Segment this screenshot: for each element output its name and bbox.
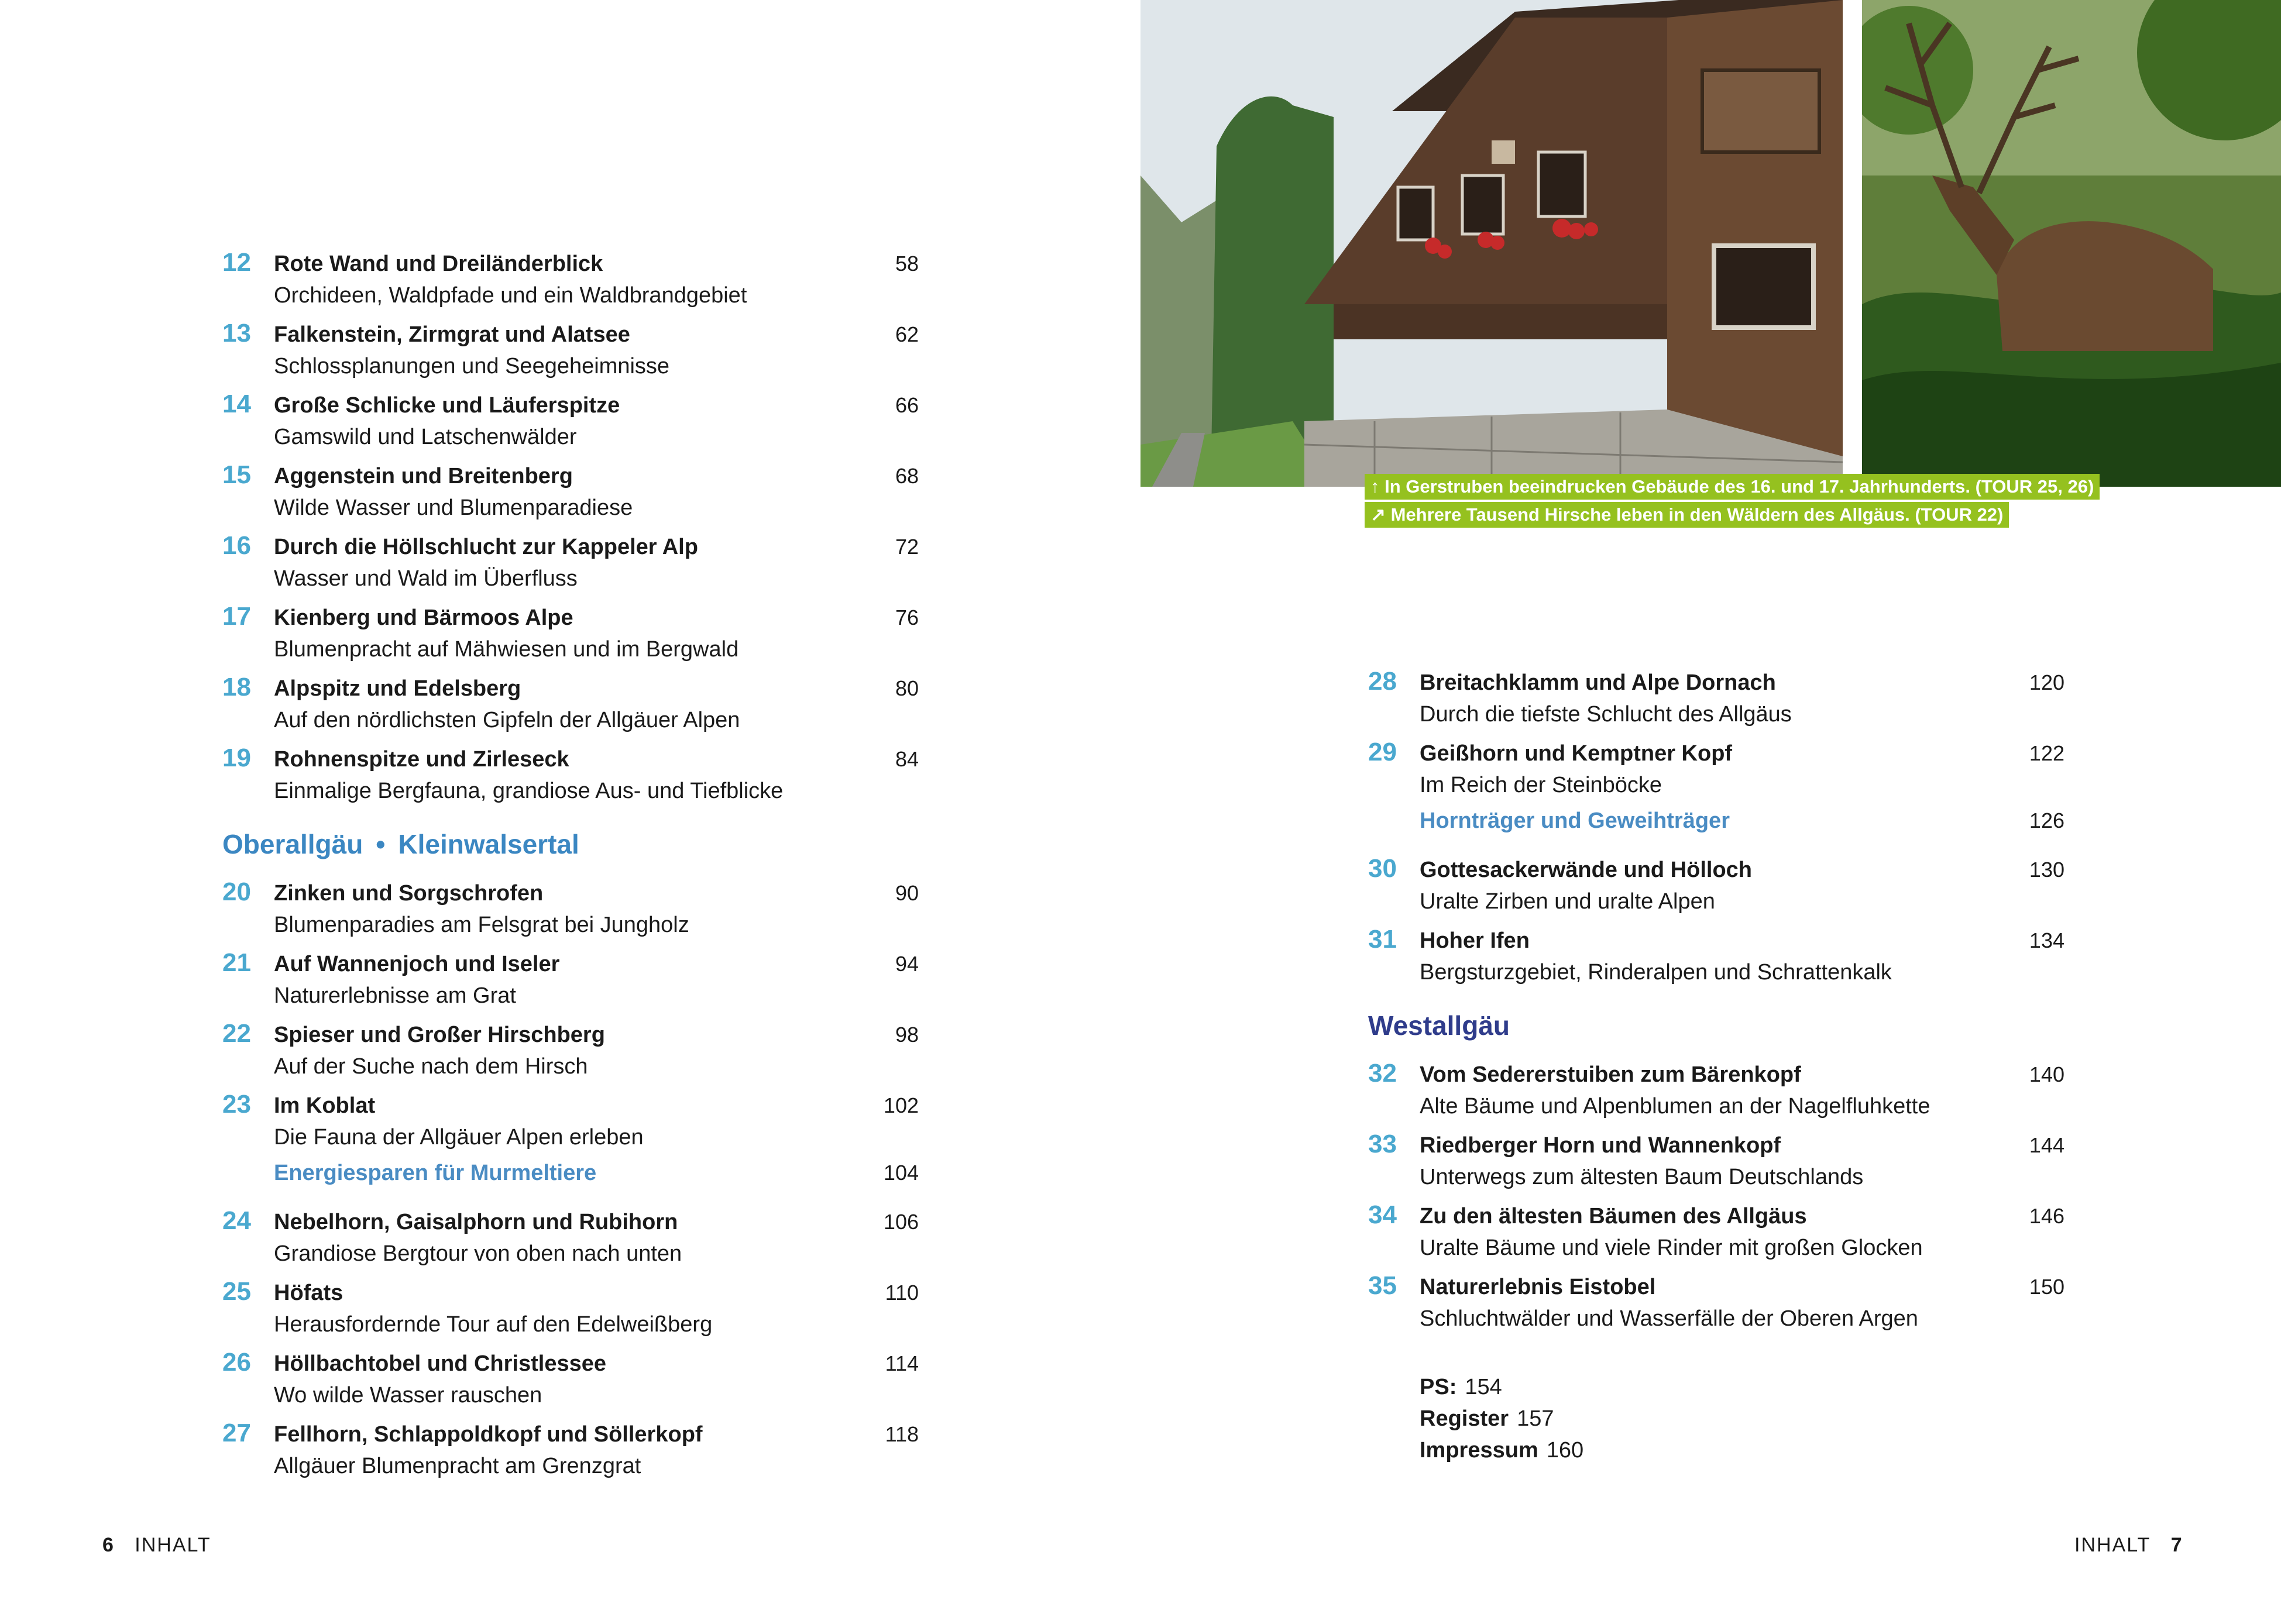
back-matter-label: Register xyxy=(1420,1406,1509,1431)
toc-entry-page: 66 xyxy=(895,393,919,417)
folio-label: INHALT xyxy=(2074,1534,2151,1556)
toc-entry-page: 120 xyxy=(2029,670,2064,694)
toc-entry[interactable] xyxy=(222,875,919,946)
toc-special-page: 104 xyxy=(883,1161,919,1185)
toc-entry-title: Im Koblat xyxy=(274,1093,376,1118)
toc-entry[interactable] xyxy=(222,1088,919,1158)
toc-entry-title: Durch die Höllschlucht zur Kappeler Alp xyxy=(274,535,698,559)
back-matter-page: 154 xyxy=(1465,1375,1502,1399)
toc-entry-page: 94 xyxy=(895,952,919,976)
photo-caption-gerstruben: ↑ In Gerstruben beeindrucken Gebäude des 16. und 17. Jahrhunderts. (TOUR 25, 26) xyxy=(1365,474,2100,500)
toc-entry-subtitle: Auf der Suche nach dem Hirsch xyxy=(274,1054,588,1079)
back-matter-item[interactable] xyxy=(1420,1406,2064,1438)
toc-entry-title: Höllbachtobel und Christlessee xyxy=(274,1351,606,1376)
toc-entry-subtitle: Einmalige Bergfauna, grandiose Aus- und Tiefblicke xyxy=(274,779,784,803)
toc-special-page: 126 xyxy=(2029,808,2064,832)
photo-red-deer-forest xyxy=(1862,0,2281,487)
toc-left xyxy=(222,246,919,1487)
toc-special-title: Hornträger und Geweihträger xyxy=(1420,808,1730,833)
toc-special-title: Energiesparen für Murmeltiere xyxy=(274,1161,597,1185)
toc-group xyxy=(1368,852,2064,993)
toc-entry-number: 35 xyxy=(1368,1271,1397,1300)
toc-entry-number: 26 xyxy=(222,1348,251,1377)
toc-group xyxy=(222,875,919,1158)
toc-entry-number: 17 xyxy=(222,602,251,631)
toc-entry-title: Breitachklamm und Alpe Dornach xyxy=(1420,670,1776,695)
toc-special-entry[interactable] xyxy=(1368,806,2064,852)
toc-entry-page: 130 xyxy=(2029,858,2064,882)
toc-entry[interactable] xyxy=(222,387,919,458)
toc-entry[interactable] xyxy=(222,1346,919,1416)
toc-entry-page: 106 xyxy=(883,1210,919,1234)
toc-entry-title: Rohnenspitze und Zirleseck xyxy=(274,747,569,772)
section-heading-oberallgaeu xyxy=(222,812,919,875)
toc-entry-subtitle: Wo wilde Wasser rauschen xyxy=(274,1383,542,1408)
toc-entry-title: Fellhorn, Schlappoldkopf und Söllerkopf xyxy=(274,1422,703,1447)
toc-entry[interactable] xyxy=(222,600,919,670)
back-matter-item[interactable] xyxy=(1420,1375,2064,1406)
toc-entry-page: 98 xyxy=(895,1023,919,1047)
photo-caption-hirsche: ↗ Mehrere Tausend Hirsche leben in den Wäldern des Allgäus. (TOUR 22) xyxy=(1365,502,2009,528)
folio xyxy=(2074,1534,2183,1557)
toc-entry-subtitle: Uralte Bäume und viele Rinder mit großen Glocken xyxy=(1420,1236,1923,1260)
toc-entry-subtitle: Alte Bäume und Alpenblumen an der Nagelfluhkette xyxy=(1420,1094,1930,1119)
toc-group xyxy=(222,1204,919,1487)
folio xyxy=(102,1534,211,1557)
toc-entry-subtitle: Gamswild und Latschenwälder xyxy=(274,425,577,449)
toc-entry[interactable] xyxy=(1368,735,2064,806)
toc-entry-page: 72 xyxy=(895,535,919,559)
toc-entry[interactable] xyxy=(1368,1127,2064,1198)
toc-entry-title: Alpspitz und Edelsberg xyxy=(274,676,521,701)
toc-entry-subtitle: Bergsturzgebiet, Rinderalpen und Schrattenkalk xyxy=(1420,960,1892,985)
toc-entry-page: 144 xyxy=(2029,1133,2064,1157)
toc-entry-subtitle: Orchideen, Waldpfade und ein Waldbrandgebiet xyxy=(274,283,747,308)
toc-entry-number: 29 xyxy=(1368,738,1397,766)
toc-entry-subtitle: Die Fauna der Allgäuer Alpen erleben xyxy=(274,1125,644,1150)
toc-group xyxy=(1368,1057,2064,1340)
toc-entry[interactable] xyxy=(1368,665,2064,735)
toc-entry[interactable] xyxy=(1368,1269,2064,1340)
toc-entry-subtitle: Blumenparadies am Felsgrat bei Jungholz xyxy=(274,913,689,937)
toc-entry-number: 32 xyxy=(1368,1059,1397,1088)
photo-gerstruben-house xyxy=(1140,0,1843,487)
section-heading-westallgaeu: Westallgäu xyxy=(1368,1010,1510,1041)
left-page xyxy=(0,0,1140,1624)
toc-entry[interactable] xyxy=(222,458,919,529)
toc-entry[interactable] xyxy=(1368,1198,2064,1269)
toc-group xyxy=(1368,665,2064,806)
toc-entry-page: 68 xyxy=(895,464,919,488)
toc-entry[interactable] xyxy=(222,1416,919,1487)
section-heading-part: Oberallgäu xyxy=(222,829,363,859)
toc-entry[interactable] xyxy=(222,1275,919,1346)
toc-entry-page: 90 xyxy=(895,881,919,905)
toc-entry-number: 25 xyxy=(222,1277,251,1306)
toc-entry-page: 58 xyxy=(895,252,919,276)
toc-entry-number: 16 xyxy=(222,531,251,560)
toc-entry-subtitle: Auf den nördlichsten Gipfeln der Allgäuer Alpen xyxy=(274,708,740,732)
toc-entry-page: 80 xyxy=(895,676,919,700)
toc-entry-subtitle: Wasser und Wald im Überfluss xyxy=(274,566,578,591)
toc-entry-number: 31 xyxy=(1368,925,1397,954)
toc-entry-title: Höfats xyxy=(274,1281,343,1305)
toc-entry-title: Spieser und Großer Hirschberg xyxy=(274,1023,605,1047)
toc-entry-title: Große Schlicke und Läuferspitze xyxy=(274,393,620,418)
back-matter-page: 160 xyxy=(1546,1438,1584,1463)
toc-entry-title: Hoher Ifen xyxy=(1420,928,1530,953)
back-matter-label: Impressum xyxy=(1420,1438,1538,1463)
toc-entry-subtitle: Wilde Wasser und Blumenparadiese xyxy=(274,496,633,520)
toc-entry-page: 146 xyxy=(2029,1204,2064,1228)
toc-entry-subtitle: Naturerlebnisse am Grat xyxy=(274,983,516,1008)
toc-entry-title: Nebelhorn, Gaisalphorn und Rubihorn xyxy=(274,1210,678,1234)
toc-entry-page: 118 xyxy=(885,1422,919,1446)
toc-entry-number: 13 xyxy=(222,319,251,347)
toc-special-entry[interactable] xyxy=(222,1158,919,1204)
toc-entry-number: 24 xyxy=(222,1206,251,1235)
toc-entry-page: 110 xyxy=(885,1281,919,1305)
toc-entry[interactable] xyxy=(222,316,919,387)
toc-entry-number: 12 xyxy=(222,248,251,277)
toc-entry-title: Geißhorn und Kemptner Kopf xyxy=(1420,741,1733,766)
toc-entry-number: 15 xyxy=(222,460,251,489)
toc-entry[interactable] xyxy=(222,741,919,812)
back-matter-item[interactable] xyxy=(1420,1438,2064,1470)
back-matter-list xyxy=(1368,1375,2064,1470)
toc-entry-number: 28 xyxy=(1368,667,1397,696)
toc-entry-number: 22 xyxy=(222,1019,251,1048)
toc-entry-number: 20 xyxy=(222,878,251,906)
toc-entry-page: 114 xyxy=(885,1351,919,1375)
toc-entry-page: 102 xyxy=(883,1093,919,1117)
toc-entry-page: 62 xyxy=(895,322,919,346)
toc-entry-page: 134 xyxy=(2029,928,2064,952)
toc-entry[interactable] xyxy=(1368,923,2064,993)
toc-entry-title: Aggenstein und Breitenberg xyxy=(274,464,573,488)
toc-entry[interactable] xyxy=(1368,1057,2064,1127)
toc-entry-subtitle: Herausfordernde Tour auf den Edelweißberg xyxy=(274,1312,713,1337)
toc-entry-number: 21 xyxy=(222,948,251,977)
toc-entry-title: Riedberger Horn und Wannenkopf xyxy=(1420,1133,1781,1158)
toc-entry-page: 84 xyxy=(895,747,919,771)
toc-entry-title: Zinken und Sorgschrofen xyxy=(274,881,544,906)
toc-entry-title: Zu den ältesten Bäumen des Allgäus xyxy=(1420,1204,1807,1229)
toc-entry-number: 33 xyxy=(1368,1130,1397,1158)
toc-entry-page: 122 xyxy=(2029,741,2064,765)
toc-entry-number: 27 xyxy=(222,1419,251,1447)
toc-entry-number: 23 xyxy=(222,1090,251,1119)
toc-entry-subtitle: Im Reich der Steinböcke xyxy=(1420,773,1662,797)
toc-entry-title: Falkenstein, Zirmgrat und Alatsee xyxy=(274,322,630,347)
toc-entry-title: Vom Sedererstuiben zum Bärenkopf xyxy=(1420,1062,1801,1087)
toc-right xyxy=(1368,665,2064,1470)
folio-number: 6 xyxy=(102,1534,115,1556)
toc-entry-subtitle: Durch die tiefste Schlucht des Allgäus xyxy=(1420,702,1792,727)
toc-entry-page: 140 xyxy=(2029,1062,2064,1086)
toc-entry[interactable] xyxy=(222,246,919,316)
toc-entry[interactable] xyxy=(222,529,919,600)
toc-entry-subtitle: Schlossplanungen und Seegeheimnisse xyxy=(274,354,670,379)
toc-entry-title: Kienberg und Bärmoos Alpe xyxy=(274,605,573,630)
toc-entry-title: Gottesackerwände und Hölloch xyxy=(1420,858,1752,882)
back-matter-page: 157 xyxy=(1517,1406,1554,1431)
toc-entry-page: 76 xyxy=(895,605,919,629)
toc-entry-page: 150 xyxy=(2029,1275,2064,1299)
toc-entry[interactable] xyxy=(222,1204,919,1275)
toc-entry[interactable] xyxy=(222,670,919,741)
section-heading-part: Kleinwalsertal xyxy=(398,829,579,859)
folio-number: 7 xyxy=(2170,1534,2183,1556)
toc-entry[interactable] xyxy=(222,946,919,1017)
toc-group xyxy=(222,246,919,812)
section-heading-dot: • xyxy=(376,829,386,859)
toc-entry-subtitle: Schluchtwälder und Wasserfälle der Oberen Argen xyxy=(1420,1306,1918,1331)
toc-entry-number: 19 xyxy=(222,744,251,772)
toc-entry-subtitle: Grandiose Bergtour von oben nach unten xyxy=(274,1241,682,1266)
toc-entry-subtitle: Unterwegs zum ältesten Baum Deutschlands xyxy=(1420,1165,1864,1189)
toc-entry-number: 30 xyxy=(1368,854,1397,883)
toc-entry-number: 18 xyxy=(222,673,251,701)
toc-entry-number: 34 xyxy=(1368,1200,1397,1229)
toc-entry-subtitle: Allgäuer Blumenpracht am Grenzgrat xyxy=(274,1454,641,1478)
toc-entry-title: Rote Wand und Dreiländerblick xyxy=(274,252,603,276)
toc-entry-title: Naturerlebnis Eistobel xyxy=(1420,1275,1656,1299)
toc-entry-subtitle: Uralte Zirben und uralte Alpen xyxy=(1420,889,1715,914)
toc-entry-number: 14 xyxy=(222,390,251,418)
toc-entry[interactable] xyxy=(222,1017,919,1088)
toc-entry-subtitle: Blumenpracht auf Mähwiesen und im Bergwald xyxy=(274,637,739,662)
back-matter-label: PS: xyxy=(1420,1375,1457,1399)
toc-entry[interactable] xyxy=(1368,852,2064,923)
toc-entry-title: Auf Wannenjoch und Iseler xyxy=(274,952,560,976)
folio-label: INHALT xyxy=(135,1534,211,1556)
